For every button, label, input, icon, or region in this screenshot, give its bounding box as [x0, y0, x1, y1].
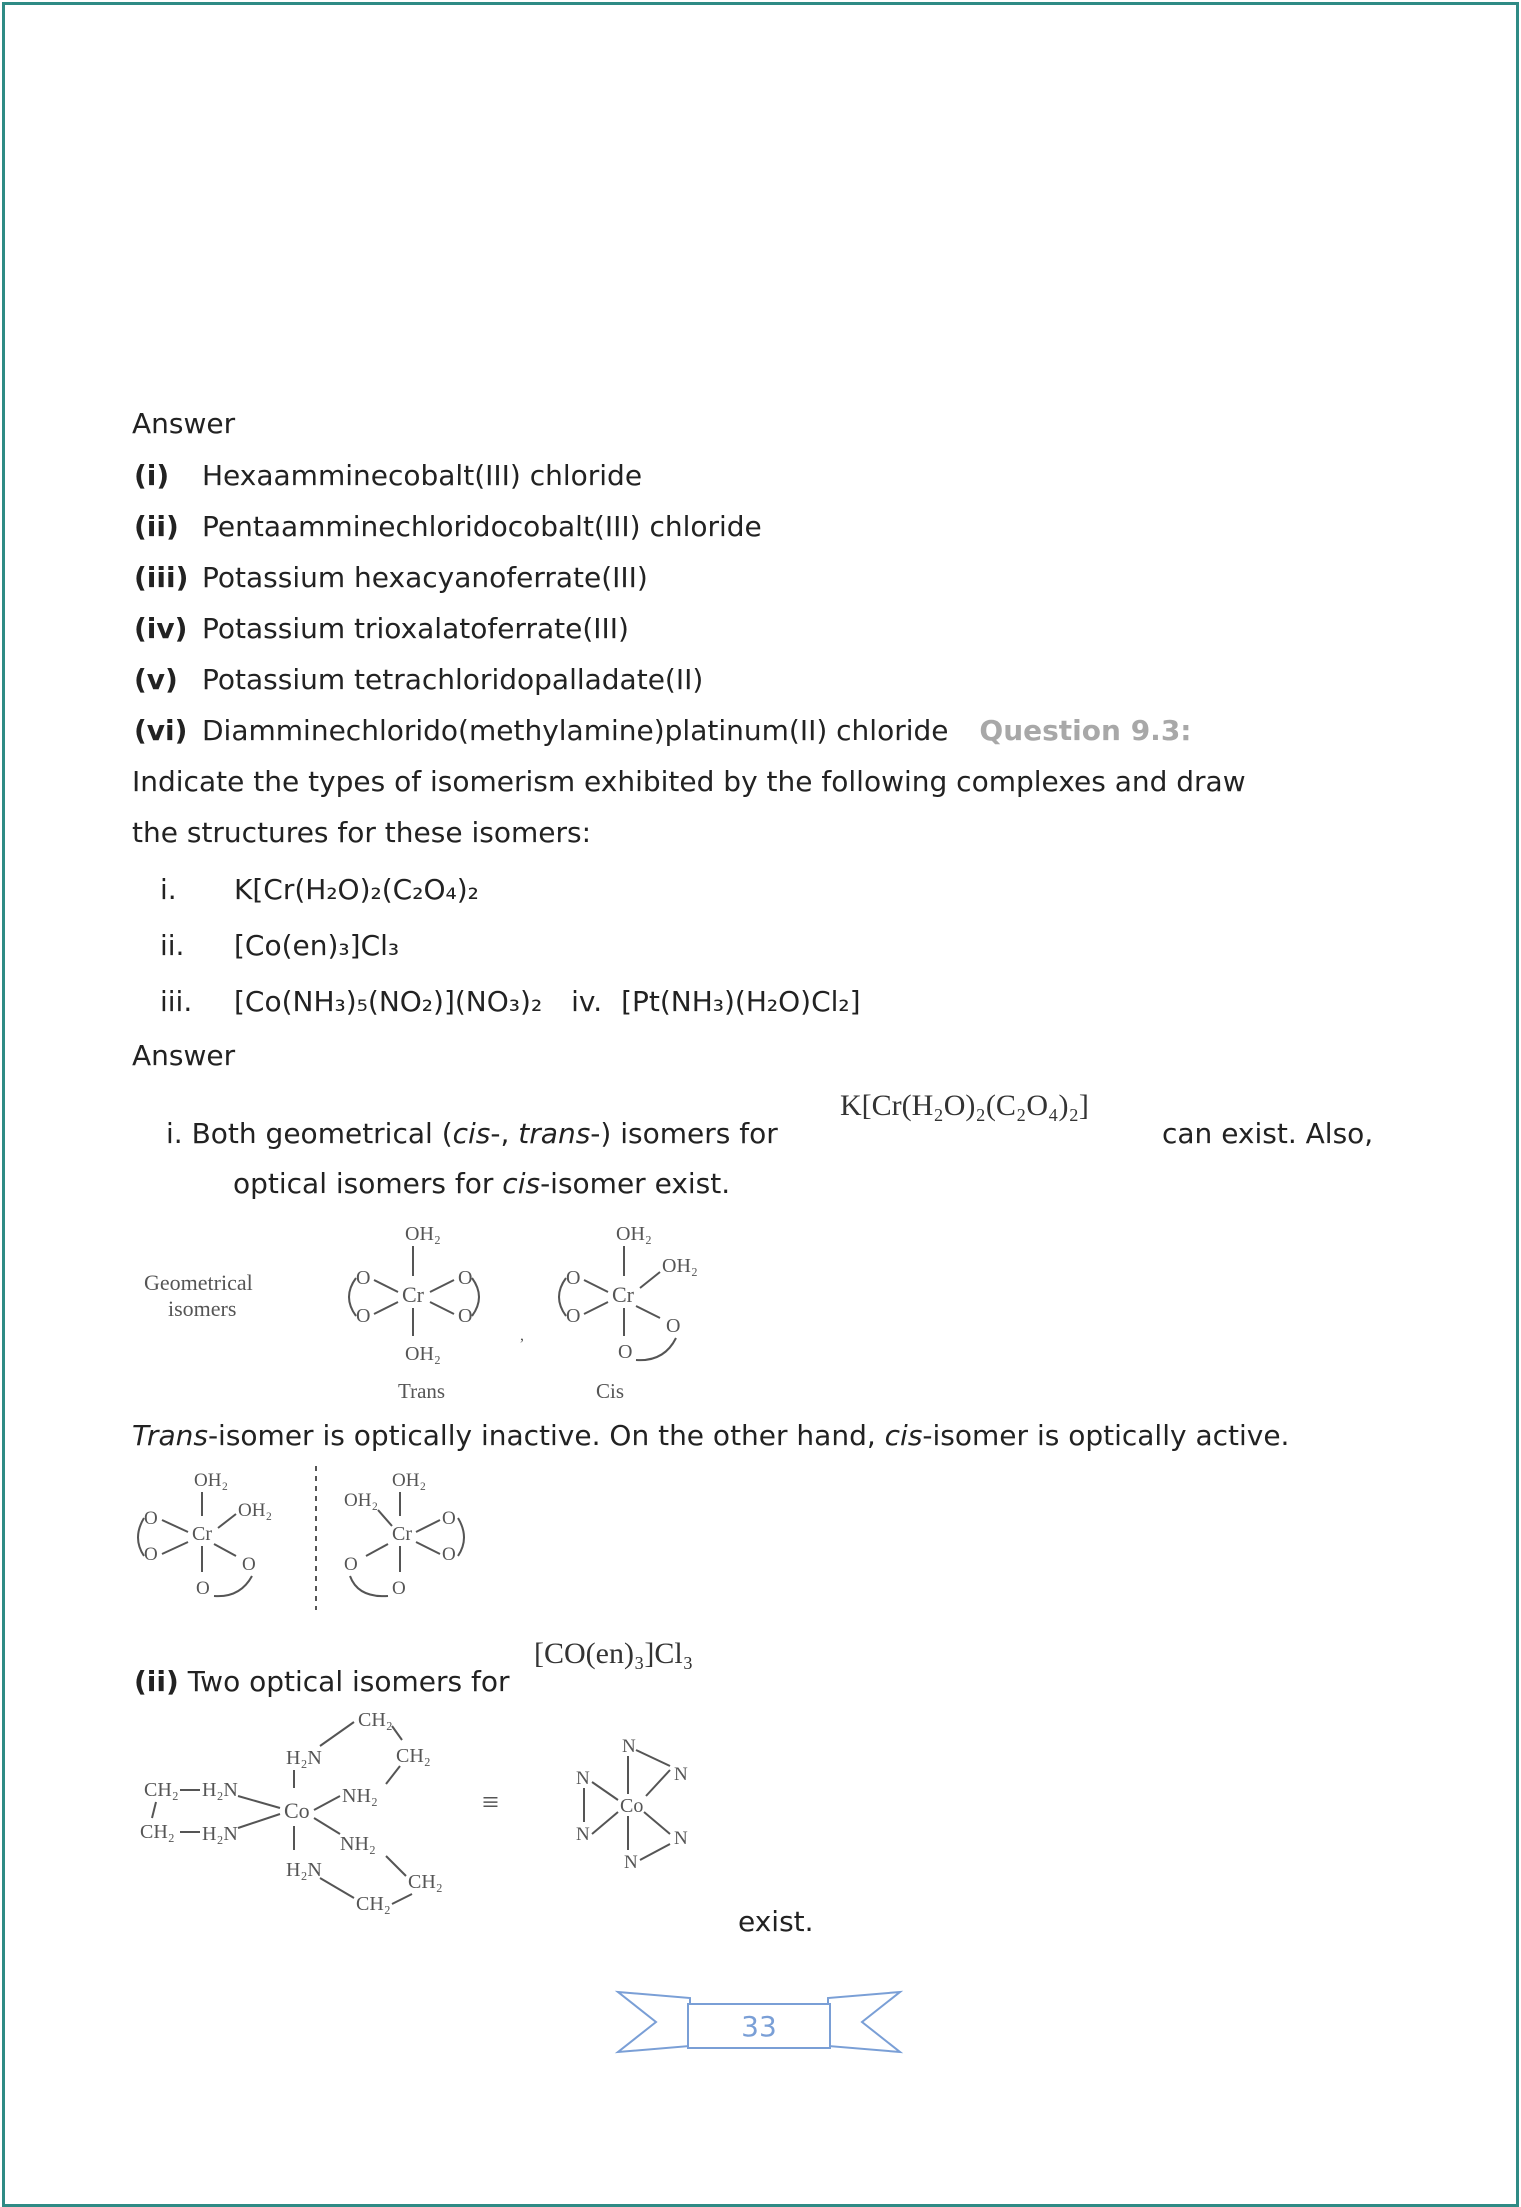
- atom-label: N: [674, 1828, 688, 1849]
- complex-num: iii.: [160, 985, 193, 1018]
- complex-item: [160, 872, 479, 908]
- item-label: (ii): [134, 510, 179, 543]
- item-label: (vi): [134, 714, 188, 747]
- question-text: the structures for these isomers:: [132, 816, 592, 849]
- atom-label: OH₂: [662, 1255, 698, 1277]
- page-number-ribbon: [614, 1984, 904, 2064]
- text: -isomer is optically inactive. On the other hand,: [207, 1419, 885, 1452]
- cis-enantiomer-right: [344, 1470, 464, 1599]
- atom-label: CH₂: [358, 1709, 393, 1731]
- answer-heading: Answer: [132, 407, 236, 440]
- item-label: (iv): [134, 612, 188, 645]
- figure-caption-line2: isomers: [168, 1296, 237, 1321]
- answer-item: [134, 611, 629, 647]
- answer-heading: Answer: [132, 1039, 236, 1072]
- atom-label: CH₂: [140, 1821, 175, 1843]
- complex-num: ii.: [160, 929, 185, 962]
- trans-term: Trans: [132, 1419, 208, 1452]
- cis-label: Cis: [596, 1379, 625, 1403]
- atom-label: O: [458, 1305, 473, 1327]
- question-title: Question 9.3:: [979, 714, 1192, 747]
- part-num: i.: [166, 1117, 183, 1150]
- answer-item: [134, 713, 1192, 749]
- atom-label: OH₂: [194, 1470, 229, 1491]
- co-en-isomers-figure: [130, 1700, 730, 1920]
- atom-label: O: [242, 1554, 256, 1575]
- page-number: 33: [741, 2010, 777, 2043]
- text: Both geometrical (: [191, 1117, 453, 1150]
- formula-image: [CO(en)₃]Cl₃: [534, 1637, 694, 1670]
- atom-label: O: [442, 1544, 456, 1565]
- answer-item: [134, 560, 648, 596]
- atom-label: CH₂: [408, 1871, 443, 1893]
- item-text: Potassium trioxalatoferrate(III): [202, 612, 629, 645]
- atom-label: N: [622, 1736, 636, 1757]
- trans-term: trans: [518, 1117, 591, 1150]
- answer-part1-line1: [166, 1116, 778, 1152]
- complex-item: [160, 984, 861, 1020]
- atom-label: N: [624, 1852, 638, 1873]
- atom-label: H₂N: [202, 1779, 238, 1801]
- formula-image: K[Cr(H₂O)₂(C₂O₄)₂]: [840, 1089, 1089, 1122]
- item-text: Pentaamminechloridocobalt(III) chloride: [202, 510, 762, 543]
- atom-label: O: [144, 1544, 158, 1565]
- atom-label: O: [618, 1341, 633, 1363]
- atom-label: H₂N: [286, 1859, 322, 1881]
- octahedral-co-structure: [576, 1736, 688, 1873]
- question-text: Indicate the types of isomerism exhibited by the following complexes and draw: [132, 765, 1246, 798]
- text: optical isomers for: [233, 1167, 503, 1200]
- atom-label: OH₂: [344, 1490, 379, 1511]
- atom-label: Cr: [192, 1523, 212, 1545]
- cis-term: cis: [884, 1419, 923, 1452]
- atom-label: Cr: [392, 1523, 412, 1545]
- part-label: (ii): [134, 1665, 179, 1698]
- atom-label: OH₂: [405, 1223, 441, 1245]
- atom-label: H₂N: [286, 1747, 322, 1769]
- atom-label: O: [344, 1554, 358, 1575]
- ribbon-left-tail: [618, 1992, 690, 2052]
- cis-term: cis: [452, 1117, 491, 1150]
- atom-label: N: [674, 1764, 688, 1785]
- atom-label: H₂N: [202, 1823, 238, 1845]
- item-text: Hexaamminecobalt(III) chloride: [202, 459, 643, 492]
- atom-label: O: [566, 1267, 581, 1289]
- complex-num: iv.: [571, 985, 603, 1018]
- text: Two optical isomers for: [178, 1665, 510, 1698]
- atom-label: Co: [284, 1798, 310, 1823]
- cis-structure: [559, 1223, 698, 1363]
- cis-enantiomer-left: [138, 1470, 272, 1599]
- item-label: (v): [134, 663, 178, 696]
- equivalence-sign: ≡: [482, 1786, 499, 1819]
- atom-label: OH₂: [616, 1223, 652, 1245]
- atom-label: Cr: [612, 1282, 634, 1307]
- trans-structure: [349, 1223, 479, 1365]
- answer-item: [134, 662, 703, 698]
- complex-formula: K[Cr(H₂O)₂(C₂O₄)₂: [234, 873, 479, 906]
- optical-activity-note: [132, 1418, 1289, 1454]
- atom-label: O: [356, 1305, 371, 1327]
- atom-label: O: [566, 1305, 581, 1327]
- atom-label: N: [576, 1768, 590, 1789]
- item-text: Diamminechlorido(methylamine)platinum(II) chloride: [202, 714, 949, 747]
- optical-isomers-figure: [130, 1460, 490, 1620]
- atom-label: O: [144, 1508, 158, 1529]
- item-text: Potassium hexacyanoferrate(III): [202, 561, 648, 594]
- atom-label: O: [442, 1508, 456, 1529]
- separator-dot: ,: [520, 1327, 524, 1344]
- text: -,: [490, 1117, 519, 1150]
- atom-label: OH₂: [405, 1343, 441, 1365]
- cis-term: cis: [502, 1167, 541, 1200]
- atom-label: NH₂: [340, 1833, 376, 1855]
- geometrical-isomers-figure: [130, 1210, 730, 1410]
- answer-item: [134, 458, 642, 494]
- atom-label: Co: [620, 1795, 644, 1817]
- answer-part2: [134, 1664, 510, 1700]
- atom-label: O: [356, 1267, 371, 1289]
- atom-label: OH₂: [392, 1470, 427, 1491]
- text: -isomer is optically active.: [922, 1419, 1290, 1452]
- atom-label: Cr: [402, 1282, 424, 1307]
- text: -) isomers for: [590, 1117, 778, 1150]
- atom-label: CH₂: [144, 1779, 179, 1801]
- complex-num: i.: [160, 873, 177, 906]
- atom-label: N: [576, 1824, 590, 1845]
- complex-formula: [Pt(NH₃)(H₂O)Cl₂]: [621, 985, 861, 1018]
- atom-label: CH₂: [396, 1745, 431, 1767]
- figure-caption-line1: Geometrical: [144, 1270, 253, 1295]
- atom-label: CH₂: [356, 1893, 391, 1915]
- complex-item: [160, 928, 399, 964]
- atom-label: OH₂: [238, 1500, 273, 1521]
- text: can exist. Also,: [1162, 1117, 1374, 1150]
- text: -isomer exist.: [540, 1167, 731, 1200]
- atom-label: NH₂: [342, 1785, 378, 1807]
- item-label: (i): [134, 459, 170, 492]
- atom-label: O: [458, 1267, 473, 1289]
- exist-text: exist.: [738, 1905, 814, 1938]
- item-text: Potassium tetrachloridopalladate(II): [202, 663, 704, 696]
- atom-label: O: [666, 1315, 681, 1337]
- complex-formula: [Co(NH₃)₅(NO₂)](NO₃)₂: [234, 985, 543, 1018]
- ribbon-right-tail: [828, 1992, 900, 2052]
- answer-part1-line2: [233, 1166, 730, 1202]
- atom-label: O: [392, 1578, 406, 1599]
- item-label: (iii): [134, 561, 189, 594]
- trans-label: Trans: [398, 1379, 446, 1403]
- complex-formula: [Co(en)₃]Cl₃: [234, 929, 400, 962]
- atom-label: O: [196, 1578, 210, 1599]
- answer-item: [134, 509, 762, 545]
